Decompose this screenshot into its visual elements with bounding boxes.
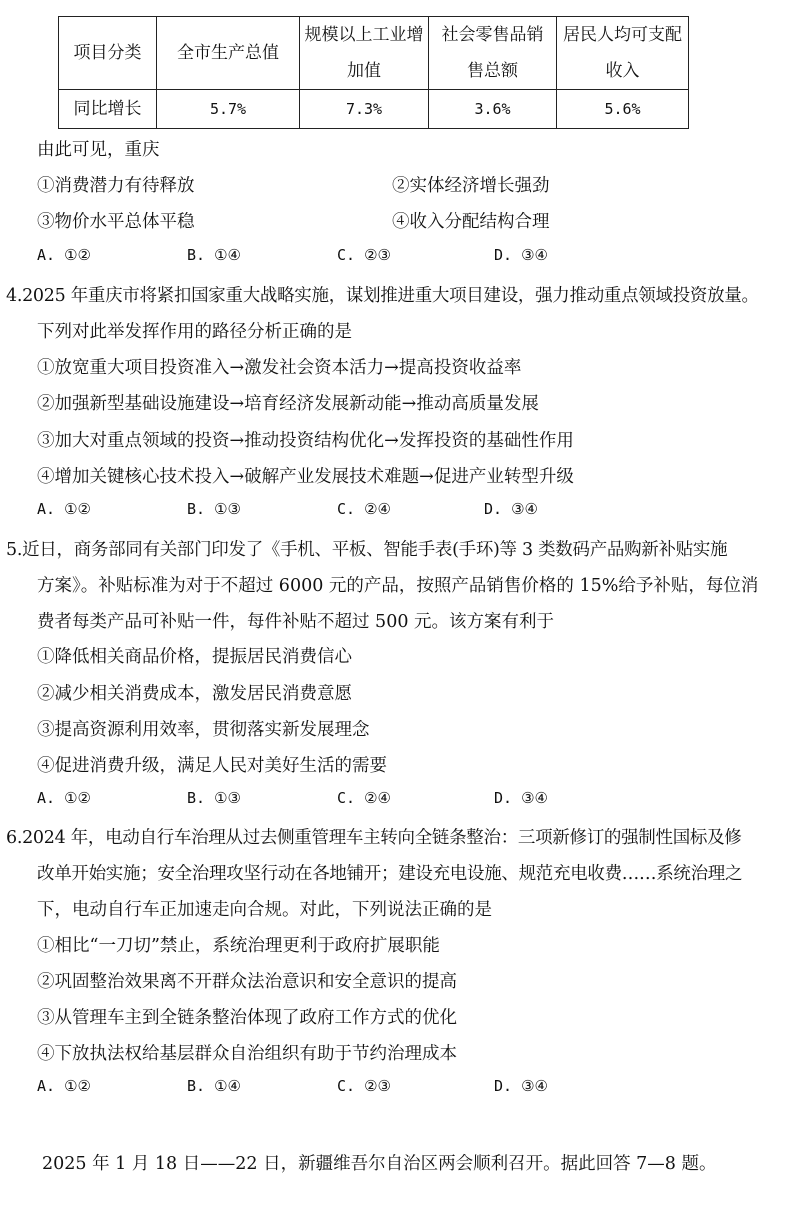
header-category: 项目分类 [59,17,157,90]
q7-8-intro: 2025 年 1 月 18 日——22 日，新疆维吾尔自治区两会顺利召开。据此回答 7—8 题。 [42,1154,717,1174]
q4-item-4: ④增加关键核心技术投入→破解产业发展技术难题→促进产业转型升级 [37,467,574,487]
q6-item-3: ③从管理车主到全链条整治体现了政府工作方式的优化 [37,1008,457,1028]
header-industrial-line1: 规模以上工业增 [304,25,424,45]
q4-item-1: ①放宽重大项目投资准入→激发社会资本活力→提高投资收益率 [37,358,522,378]
q6-item-4: ④下放执法权给基层群众自治组织有助于节约治理成本 [37,1044,457,1064]
q4-option-a[interactable]: A. ①② [37,500,91,518]
header-retail-line2: 售总额 [467,61,518,81]
q5-stem-line2: 方案》。补贴标准为对于不超过 6000 元的产品，按照产品销售价格的 15%给予补贴，每位消 [37,576,759,596]
q6-item-2: ②巩固整治效果离不开群众法治意识和安全意识的提高 [37,972,457,992]
table-row [59,90,689,129]
header-retail-line1: 社会零售品销 [441,25,544,45]
q5-option-a[interactable]: A. ①② [37,789,91,807]
q3-option-d[interactable]: D. ③④ [494,246,548,264]
q3-option-b[interactable]: B. ①④ [187,246,241,264]
header-income-line1: 居民人均可支配 [563,25,682,45]
q3-option-a[interactable]: A. ①② [37,246,91,264]
header-gdp: 全市生产总值 [157,17,300,90]
header-income-line2: 收入 [605,61,640,81]
q6-option-d[interactable]: D. ③④ [494,1077,548,1095]
q3-item-4: ④收入分配结构合理 [392,212,550,232]
q6-stem-line2: 改单开始实施；安全治理攻坚行动在各地铺开；建设充电设施、规范充电收费……系统治理之 [37,864,743,884]
q5-option-b[interactable]: B. ①③ [187,789,241,807]
q4-option-c[interactable]: C. ②④ [337,500,391,518]
q5-item-1: ①降低相关商品价格，提振居民消费信心 [37,647,352,667]
q5-option-c[interactable]: C. ②④ [337,789,391,807]
q3-item-2: ②实体经济增长强劲 [392,176,550,196]
row-label: 同比增长 [59,90,157,129]
q6-option-b[interactable]: B. ①④ [187,1077,241,1095]
q4-stem-line1: 4.2025 年重庆市将紧扣国家重大战略实施，谋划推进重大项目建设，强力推动重点领域投资放量。 [6,286,759,306]
q4-item-2: ②加强新型基础设施建设→培育经济发展新动能→推动高质量发展 [37,394,539,414]
q6-stem-line3: 下，电动自行车正加速走向合规。对此，下列说法正确的是 [37,900,492,920]
q5-stem-line1: 5.近日，商务部同有关部门印发了《手机、平板、智能手表(手环)等 3 类数码产品购新补贴实施 [6,540,728,560]
header-industrial [300,17,429,90]
q3-option-c[interactable]: C. ②③ [337,246,391,264]
q5-item-3: ③提高资源利用效率，贯彻落实新发展理念 [37,720,370,740]
q6-stem-line1: 6.2024 年，电动自行车治理从过去侧重管理车主转向全链条整治：三项新修订的强制性国标及修 [6,828,742,848]
table-header-row [59,17,689,90]
q3-item-3: ③物价水平总体平稳 [37,212,195,232]
header-income [557,17,689,90]
value-income: 5.6% [557,90,689,129]
header-retail [429,17,557,90]
value-gdp: 5.7% [157,90,300,129]
q3-stem: 由此可见，重庆 [37,140,160,160]
q6-item-1: ①相比“一刀切”禁止，系统治理更利于政府扩展职能 [37,936,440,956]
q5-item-2: ②减少相关消费成本，激发居民消费意愿 [37,684,352,704]
q5-option-d[interactable]: D. ③④ [494,789,548,807]
growth-table [58,16,689,129]
q6-option-a[interactable]: A. ①② [37,1077,91,1095]
header-industrial-line2: 加值 [347,61,381,81]
q4-option-d[interactable]: D. ③④ [484,500,538,518]
q4-stem-line2: 下列对此举发挥作用的路径分析正确的是 [37,322,352,342]
value-industrial: 7.3% [300,90,429,129]
q5-stem-line3: 费者每类产品可补贴一件，每件补贴不超过 500 元。该方案有利于 [37,612,555,632]
q6-option-c[interactable]: C. ②③ [337,1077,391,1095]
q4-item-3: ③加大对重点领域的投资→推动投资结构优化→发挥投资的基础性作用 [37,431,574,451]
q4-option-b[interactable]: B. ①③ [187,500,241,518]
q3-item-1: ①消费潜力有待释放 [37,176,195,196]
q5-item-4: ④促进消费升级，满足人民对美好生活的需要 [37,756,387,776]
value-retail: 3.6% [429,90,557,129]
